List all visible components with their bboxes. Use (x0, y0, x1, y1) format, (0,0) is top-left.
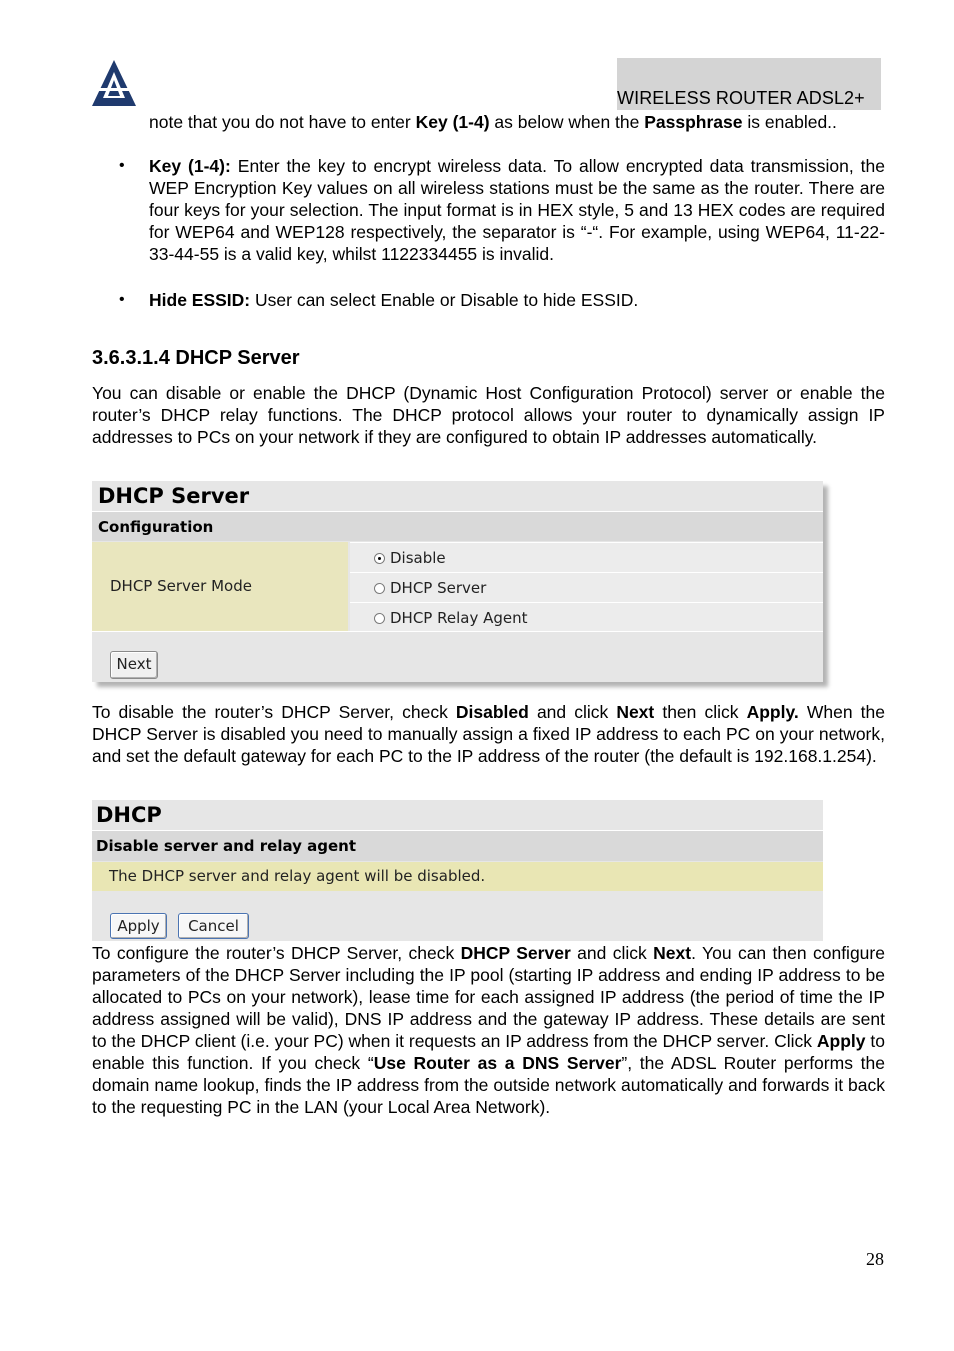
dhcp-server-panel (92, 481, 823, 682)
status-message: The DHCP server and relay agent will be disabled. (92, 862, 823, 891)
page-number: 28 (866, 1249, 884, 1269)
section-heading: 3.6.3.1.4 DHCP Server (92, 347, 300, 369)
bullet-icon: • (119, 291, 125, 308)
panel-title: DHCP Server (92, 481, 823, 511)
radio-checked-icon[interactable] (374, 553, 385, 564)
atlantis-logo-icon (92, 60, 136, 106)
next-button[interactable]: Next (110, 651, 158, 679)
bullet-icon: • (119, 157, 125, 174)
radio-unchecked-icon[interactable] (374, 613, 385, 624)
dhcp-disable-panel (92, 800, 823, 941)
radio-unchecked-icon[interactable] (374, 583, 385, 594)
panel-subtitle: Disable server and relay agent (92, 830, 823, 861)
configure-dhcp-paragraph: To configure the router’s DHCP Server, check DHCP Server and click Next. You can then configure parameters of the DHCP Server including the IP pool (starting IP address and ending IP address to be allocated to PCs on your network), lease time for each assigned IP address (the period of time the IP address assigned will be valid), DNS IP address and the gateway IP address. These details are sent to the DHCP client (i.e. your PC) when it requests an IP address from the DHCP server. Click Apply to enable this function. If you check “Use Router as a DNS Server”, the ADSL Router performs the domain name lookup, finds the IP address from the outside network automatically and forwards it back to the requesting PC in the LAN (your Local Area Network). (92, 943, 885, 1117)
option-dhcp-server[interactable]: DHCP Server (350, 572, 823, 602)
dhcp-server-mode-label: DHCP Server Mode (92, 542, 348, 631)
apply-button[interactable]: Apply (110, 913, 167, 939)
dhcp-intro-paragraph: You can disable or enable the DHCP (Dynamic Host Configuration Protocol) server or enable the router’s DHCP relay functions. The DHCP protocol allows your router to dynamically assign IP addresses to PCs on your network if they are configured to obtain IP addresses automatically. (92, 383, 885, 447)
panel-title: DHCP (92, 800, 823, 830)
option-disable[interactable]: Disable (350, 542, 823, 572)
option-dhcp-relay-agent[interactable]: DHCP Relay Agent (350, 602, 823, 632)
key-bullet-text: Key (1-4): Enter the key to encrypt wireless data. To allow encrypted data transmission, the WEP Encryption Key values on all wireless stations must be the same as the router. There are four keys for your selection. The input format is in HEX style, 5 and 13 HEX codes are required for WEP64 and WEP128 respectively, the separator is “-“. For example, using WEP64, 11-22-33-44-55 is a valid key, whilst 1122334455 is invalid. (149, 156, 885, 264)
disable-dhcp-paragraph: To disable the router’s DHCP Server, check Disabled and click Next then click Apply. When the DHCP Server is disabled you need to manually assign a fixed IP address to each PC on your network, and set the default gateway for each PC to the IP address of the router (the default is 192.168.1.254). (92, 702, 885, 766)
hide-essid-bullet-text: Hide ESSID: User can select Enable or Disable to hide ESSID. (149, 290, 639, 310)
header-title: WIRELESS ROUTER ADSL2+ (617, 88, 865, 108)
panel-subtitle: Configuration (92, 511, 823, 541)
passphrase-note: note that you do not have to enter Key (1-4) as below when the Passphrase is enabled.. (149, 112, 837, 132)
cancel-button[interactable]: Cancel (178, 913, 249, 939)
